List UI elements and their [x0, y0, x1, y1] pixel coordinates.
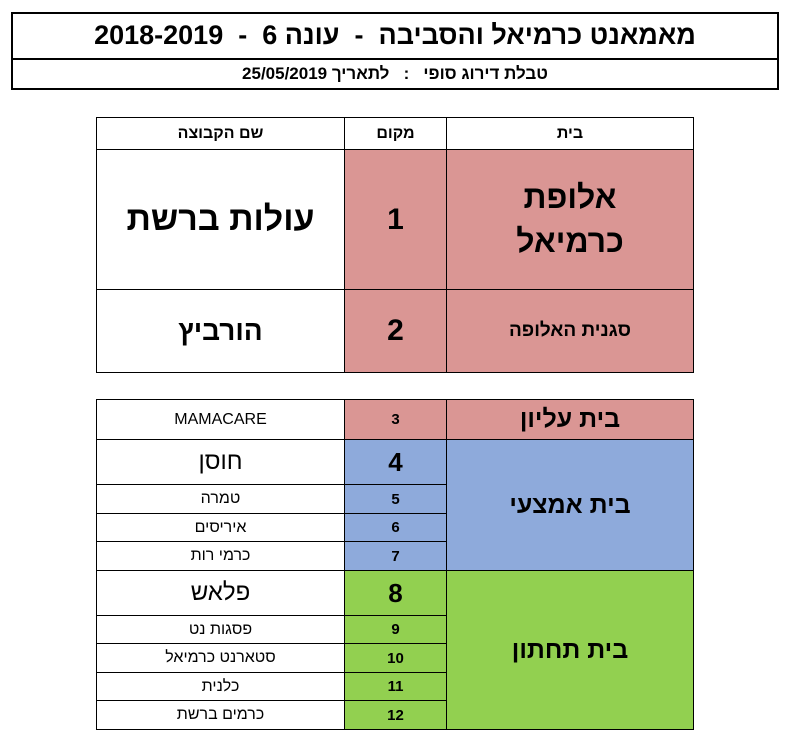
place-cell-4: 4 — [344, 439, 447, 485]
team-cell-1: עולות ברשת — [96, 149, 345, 290]
column-header-team: שם הקבוצה — [96, 117, 345, 150]
place-cell-12: 12 — [344, 700, 447, 730]
page-title: מאמאנט כרמיאל והסביבה - עונה 6 - 2018-2019 — [94, 19, 696, 50]
team-cell-7: כרמי רות — [96, 541, 345, 571]
place-cell-1: 1 — [344, 149, 447, 290]
group-lower-label: בית תחתון — [446, 570, 694, 730]
column-header-league: בית — [446, 117, 694, 150]
team-cell-10: סטארנט כרמיאל — [96, 643, 345, 673]
champion-league-label: אלופת כרמיאל — [516, 179, 624, 259]
team-cell-2: הורביץ — [96, 289, 345, 373]
team-cell-6: איריסים — [96, 513, 345, 542]
place-cell-7: 7 — [344, 541, 447, 571]
place-cell-9: 9 — [344, 615, 447, 644]
place-cell-10: 10 — [344, 643, 447, 673]
page-subtitle: טבלת דירוג סופי : לתאריך 25/05/2019 — [242, 64, 548, 83]
team-cell-8: פלאש — [96, 570, 345, 616]
place-cell-11: 11 — [344, 672, 447, 701]
column-header-place: מקום — [344, 117, 447, 150]
group-middle-label: בית אמצעי — [446, 439, 694, 571]
team-cell-12: כרמים ברשת — [96, 700, 345, 730]
group-upper-label: בית עליון — [446, 399, 694, 440]
team-cell-5: טמרה — [96, 484, 345, 514]
champion-league-cell — [446, 149, 694, 290]
place-cell-5: 5 — [344, 484, 447, 514]
team-cell-4: חוסן — [96, 439, 345, 485]
team-cell-9: פסגות נט — [96, 615, 345, 644]
runner-league-cell: סגנית האלופה — [446, 289, 694, 373]
place-cell-2: 2 — [344, 289, 447, 373]
team-cell-11: כלנית — [96, 672, 345, 701]
place-cell-6: 6 — [344, 513, 447, 542]
place-cell-3: 3 — [344, 399, 447, 440]
place-cell-8: 8 — [344, 570, 447, 616]
team-cell-3: MAMACARE — [96, 399, 345, 440]
